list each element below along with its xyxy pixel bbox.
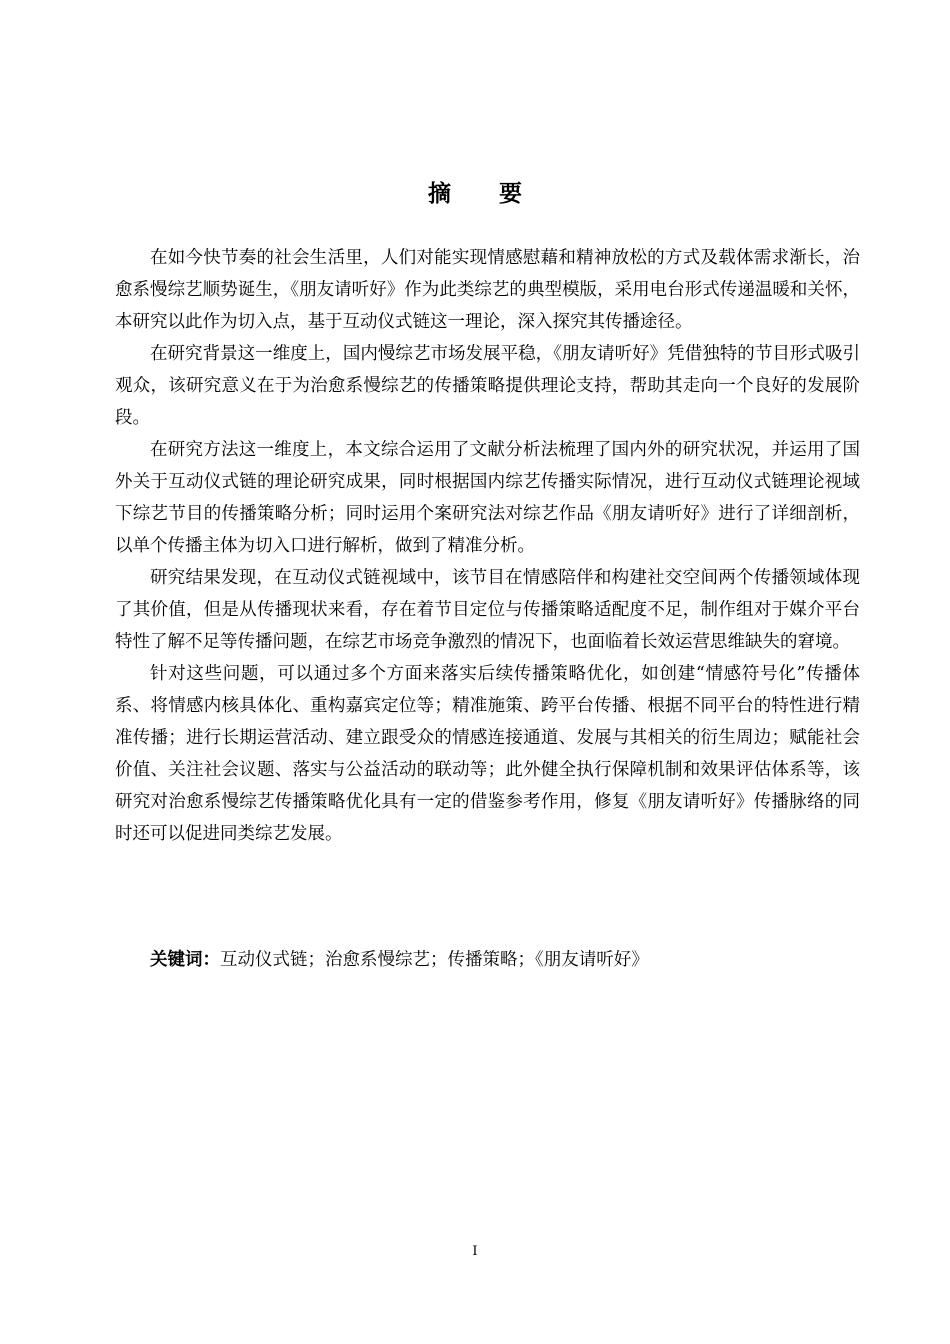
- page-number: I: [472, 1244, 478, 1259]
- abstract-paragraph: 在如今快节奏的社会生活里，人们对能实现情感慰藉和精神放松的方式及载体需求渐长，治愈系慢综艺顺势诞生，《朋友请听好》作为此类综艺的典型模版，采用电台形式传递温暖和关怀，本研究以此作为切入点，基于互动仪式链这一理论，深入探究其传播途径。: [115, 248, 860, 332]
- keywords-label: 关键词：: [150, 950, 220, 970]
- abstract-paragraph: 在研究方法这一维度上，本文综合运用了文献分析法梳理了国内外的研究状况，并运用了国外关于互动仪式链的理论研究成果，同时根据国内综艺传播实际情况，进行互动仪式链理论视域下综艺节目的传播策略分析；同时运用个案研究法对综艺作品《朋友请听好》进行了详细剖析，以单个传播主体为切入口进行解析，做到了精准分析。: [115, 440, 860, 556]
- abstract-body: [115, 242, 860, 850]
- abstract-paragraph: 在研究背景这一维度上，国内慢综艺市场发展平稳，《朋友请听好》凭借独特的节目形式吸引观众，该研究意义在于为治愈系慢综艺的传播策略提供理论支持，帮助其走向一个良好的发展阶段。: [115, 344, 860, 428]
- keywords-value: 互动仪式链；治愈系慢综艺；传播策略；《朋友请听好》: [220, 950, 649, 970]
- abstract-paragraph: 研究结果发现，在互动仪式链视域中，该节目在情感陪伴和构建社交空间两个传播领域体现了其价值，但是从传播现状来看，存在着节目定位与传播策略适配度不足，制作组对于媒介平台特性了解不足等传播问题，在综艺市场竞争激烈的情况下，也面临着长效运营思维缺失的窘境。: [115, 568, 860, 652]
- abstract-paragraph: 针对这些问题，可以通过多个方面来落实后续传播策略优化，如创建“情感符号化”传播体系、将情感内核具体化、重构嘉宾定位等；精准施策、跨平台传播、根据不同平台的特性进行精准传播；进行长期运营活动、建立跟受众的情感连接通道、发展与其相关的衍生周边；赋能社会价值、关注社会议题、落实与公益活动的联动等；此外健全执行保障机制和效果评估体系等，该研究对治愈系慢综艺传播策略优化具有一定的借鉴参考作用，修复《朋友请听好》传播脉络的同时还可以促进同类综艺发展。: [115, 664, 860, 844]
- abstract-title: 摘要: [428, 181, 570, 207]
- keywords-line: [150, 944, 649, 976]
